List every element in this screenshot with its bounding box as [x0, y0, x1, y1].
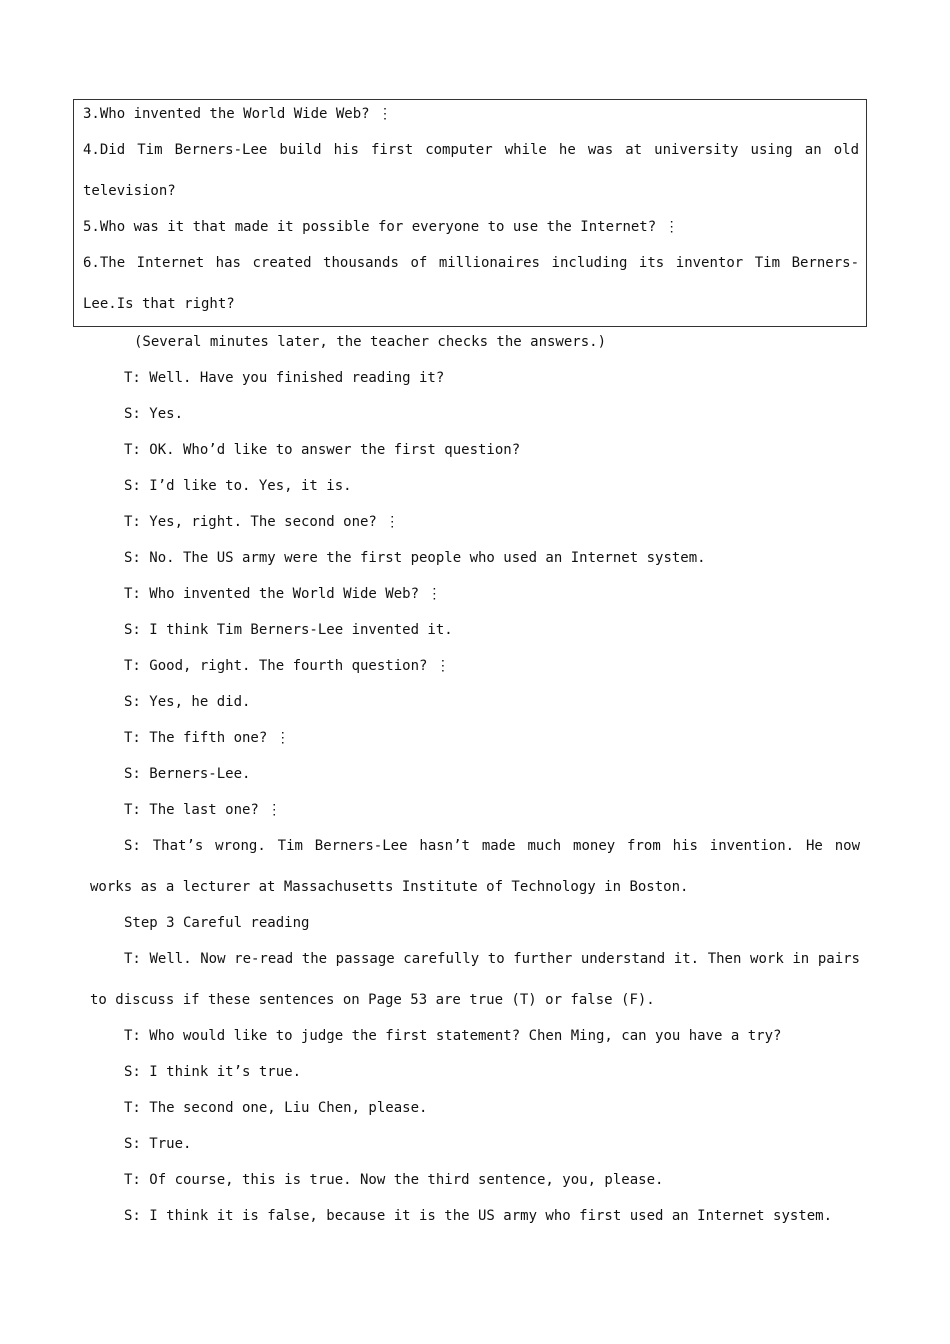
question-6-line-1: 6.The Internet has created thousands of millionaires including its inventor Tim Berners-: [83, 255, 859, 271]
dialogue-line: S: I think Tim Berners-Lee invented it.: [124, 622, 453, 638]
stage-direction: (Several minutes later, the teacher checks the answers.): [134, 334, 607, 350]
dialogue-line: S: Yes.: [124, 406, 184, 422]
question-4-line-2: television?: [83, 183, 176, 199]
long-answer-line-1: S: That’s wrong. Tim Berners-Lee hasn’t made much money from his invention. He now: [124, 838, 860, 854]
step3-instruction-line-1: T: Well. Now re-read the passage carefully to further understand it. Then work in pairs: [124, 951, 860, 967]
dialogue-line: S: I’d like to. Yes, it is.: [124, 478, 352, 494]
dialogue-line: T: The last one? ⋮: [124, 802, 282, 818]
question-5: 5.Who was it that made it possible for everyone to use the Internet? ⋮: [83, 219, 679, 235]
dialogue-line: T: Good, right. The fourth question? ⋮: [124, 658, 450, 674]
step3-instruction-line-2: to discuss if these sentences on Page 53 are true (T) or false (F).: [90, 992, 655, 1008]
dialogue-line: S: I think it is false, because it is the US army who first used an Internet system.: [124, 1208, 833, 1224]
dialogue-line: S: Yes, he did.: [124, 694, 251, 710]
dialogue-line: T: Who would like to judge the first statement? Chen Ming, can you have a try?: [124, 1028, 782, 1044]
dialogue-line: S: No. The US army were the first people who used an Internet system.: [124, 550, 706, 566]
dialogue-line: T: Of course, this is true. Now the third sentence, you, please.: [124, 1172, 664, 1188]
dialogue-line: S: True.: [124, 1136, 192, 1152]
step3-heading: Step 3 Careful reading: [124, 915, 310, 931]
question-4-line-1: 4.Did Tim Berners-Lee build his first computer while he was at university using an old: [83, 142, 859, 158]
questions-box: [73, 99, 867, 327]
dialogue-line: T: The fifth one? ⋮: [124, 730, 290, 746]
dialogue-line: T: Yes, right. The second one? ⋮: [124, 514, 400, 530]
long-answer-line-2: works as a lecturer at Massachusetts Institute of Technology in Boston.: [90, 879, 689, 895]
dialogue-line: S: I think it’s true.: [124, 1064, 302, 1080]
question-3: 3.Who invented the World Wide Web? ⋮: [83, 106, 393, 122]
dialogue-line: T: Who invented the World Wide Web? ⋮: [124, 586, 442, 602]
dialogue-line: T: OK. Who’d like to answer the first question?: [124, 442, 521, 458]
question-6-line-2: Lee.Is that right?: [83, 296, 235, 312]
dialogue-line: T: Well. Have you finished reading it?: [124, 370, 445, 386]
dialogue-line: S: Berners-Lee.: [124, 766, 251, 782]
dialogue-line: T: The second one, Liu Chen, please.: [124, 1100, 428, 1116]
